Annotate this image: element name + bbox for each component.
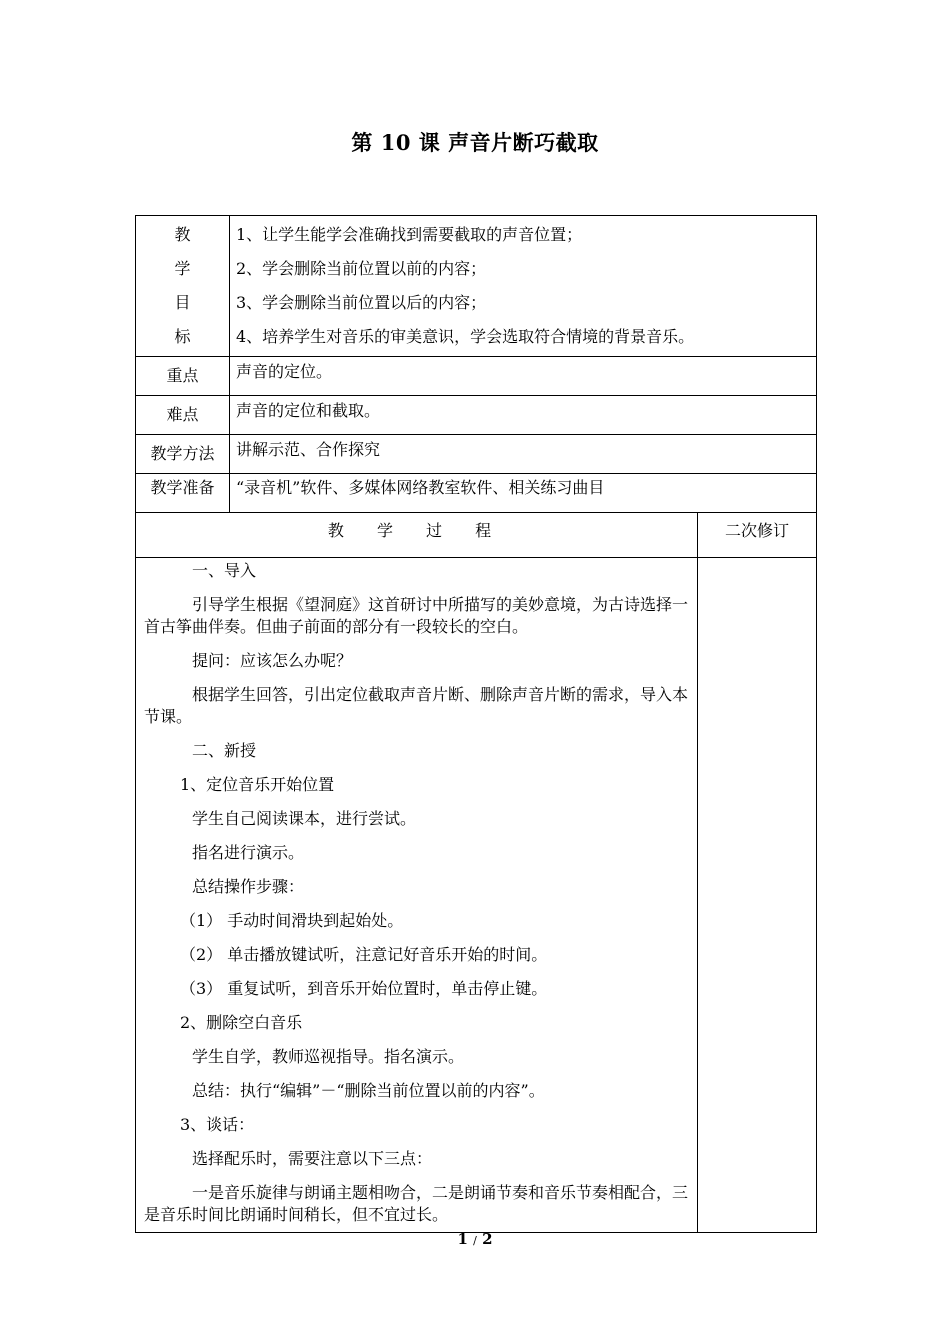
paragraph: 总结：执行“编辑”－“删除当前位置以前的内容”。 <box>192 1081 545 1100</box>
objective-item: 3、学会删除当前位置以后的内容； <box>236 293 487 312</box>
process-header: 教 学 过 程 <box>136 513 698 558</box>
objectives-label: 教 学 目 标 <box>136 216 230 357</box>
key-point-row <box>136 357 817 396</box>
preparation-label: 教学准备 <box>136 474 230 513</box>
lesson-plan-table <box>135 215 817 1233</box>
step-item: （1） 手动时间滑块到起始处。 <box>180 911 404 930</box>
step-item: （3） 重复试听，到音乐开始位置时，单击停止键。 <box>180 979 548 998</box>
page-number: 1 / 2 <box>457 1230 493 1248</box>
paragraph: 选择配乐时，需要注意以下三点： <box>192 1149 433 1168</box>
section-heading-new: 二、新授 <box>192 741 257 760</box>
preparation-row <box>136 474 817 513</box>
revision-header: 二次修订 <box>698 513 817 558</box>
subsection-heading: 1、定位音乐开始位置 <box>180 775 335 794</box>
key-point-value: 声音的定位。 <box>230 357 817 396</box>
difficulty-value: 声音的定位和截取。 <box>230 396 817 435</box>
objective-item: 2、学会删除当前位置以前的内容； <box>236 259 487 278</box>
preparation-value: “录音机”软件、多媒体网络教室软件、相关练习曲目 <box>230 474 817 513</box>
objective-item: 4、培养学生对音乐的审美意识，学会选取符合情境的背景音乐。 <box>236 327 695 346</box>
paragraph: 一是音乐旋律与朗诵主题相吻合，二是朗诵节奏和音乐节奏相配合，三是音乐时间比朗诵时间稍长，但不宜过长。 <box>144 1183 689 1224</box>
difficulty-label: 难点 <box>136 396 230 435</box>
paragraph: 引导学生根据《望洞庭》这首研讨中所描写的美妙意境，为古诗选择一首古筝曲伴奏。但曲子前面的部分有一段较长的空白。 <box>144 595 689 636</box>
method-row <box>136 435 817 474</box>
paragraph: 学生自学，教师巡视指导。指名演示。 <box>192 1047 465 1066</box>
paragraph: 指名进行演示。 <box>192 843 305 862</box>
section-heading-intro: 一、导入 <box>192 561 257 580</box>
objective-item: 1、让学生能学会准确找到需要截取的声音位置； <box>236 225 583 244</box>
paragraph: 根据学生回答，引出定位截取声音片断、删除声音片断的需求，导入本节课。 <box>144 685 689 726</box>
process-header-row <box>136 513 817 558</box>
paragraph: 总结操作步骤： <box>192 877 305 896</box>
method-value: 讲解示范、合作探究 <box>230 435 817 474</box>
subsection-heading: 3、谈话： <box>180 1115 255 1134</box>
objectives-list <box>230 216 817 357</box>
paragraph: 提问：应该怎么办呢？ <box>192 651 353 670</box>
page-title: 第 10 课 声音片断巧截取 <box>351 130 599 155</box>
subsection-heading: 2、删除空白音乐 <box>180 1013 303 1032</box>
objectives-row <box>136 216 817 357</box>
difficulty-row <box>136 396 817 435</box>
paragraph: 学生自己阅读课本，进行尝试。 <box>192 809 417 828</box>
key-point-label: 重点 <box>136 357 230 396</box>
process-body-row <box>136 558 817 1233</box>
step-item: （2） 单击播放键试听，注意记好音乐开始的时间。 <box>180 945 548 964</box>
revision-cell <box>698 558 817 1233</box>
method-label: 教学方法 <box>136 435 230 474</box>
process-content <box>136 558 698 1233</box>
